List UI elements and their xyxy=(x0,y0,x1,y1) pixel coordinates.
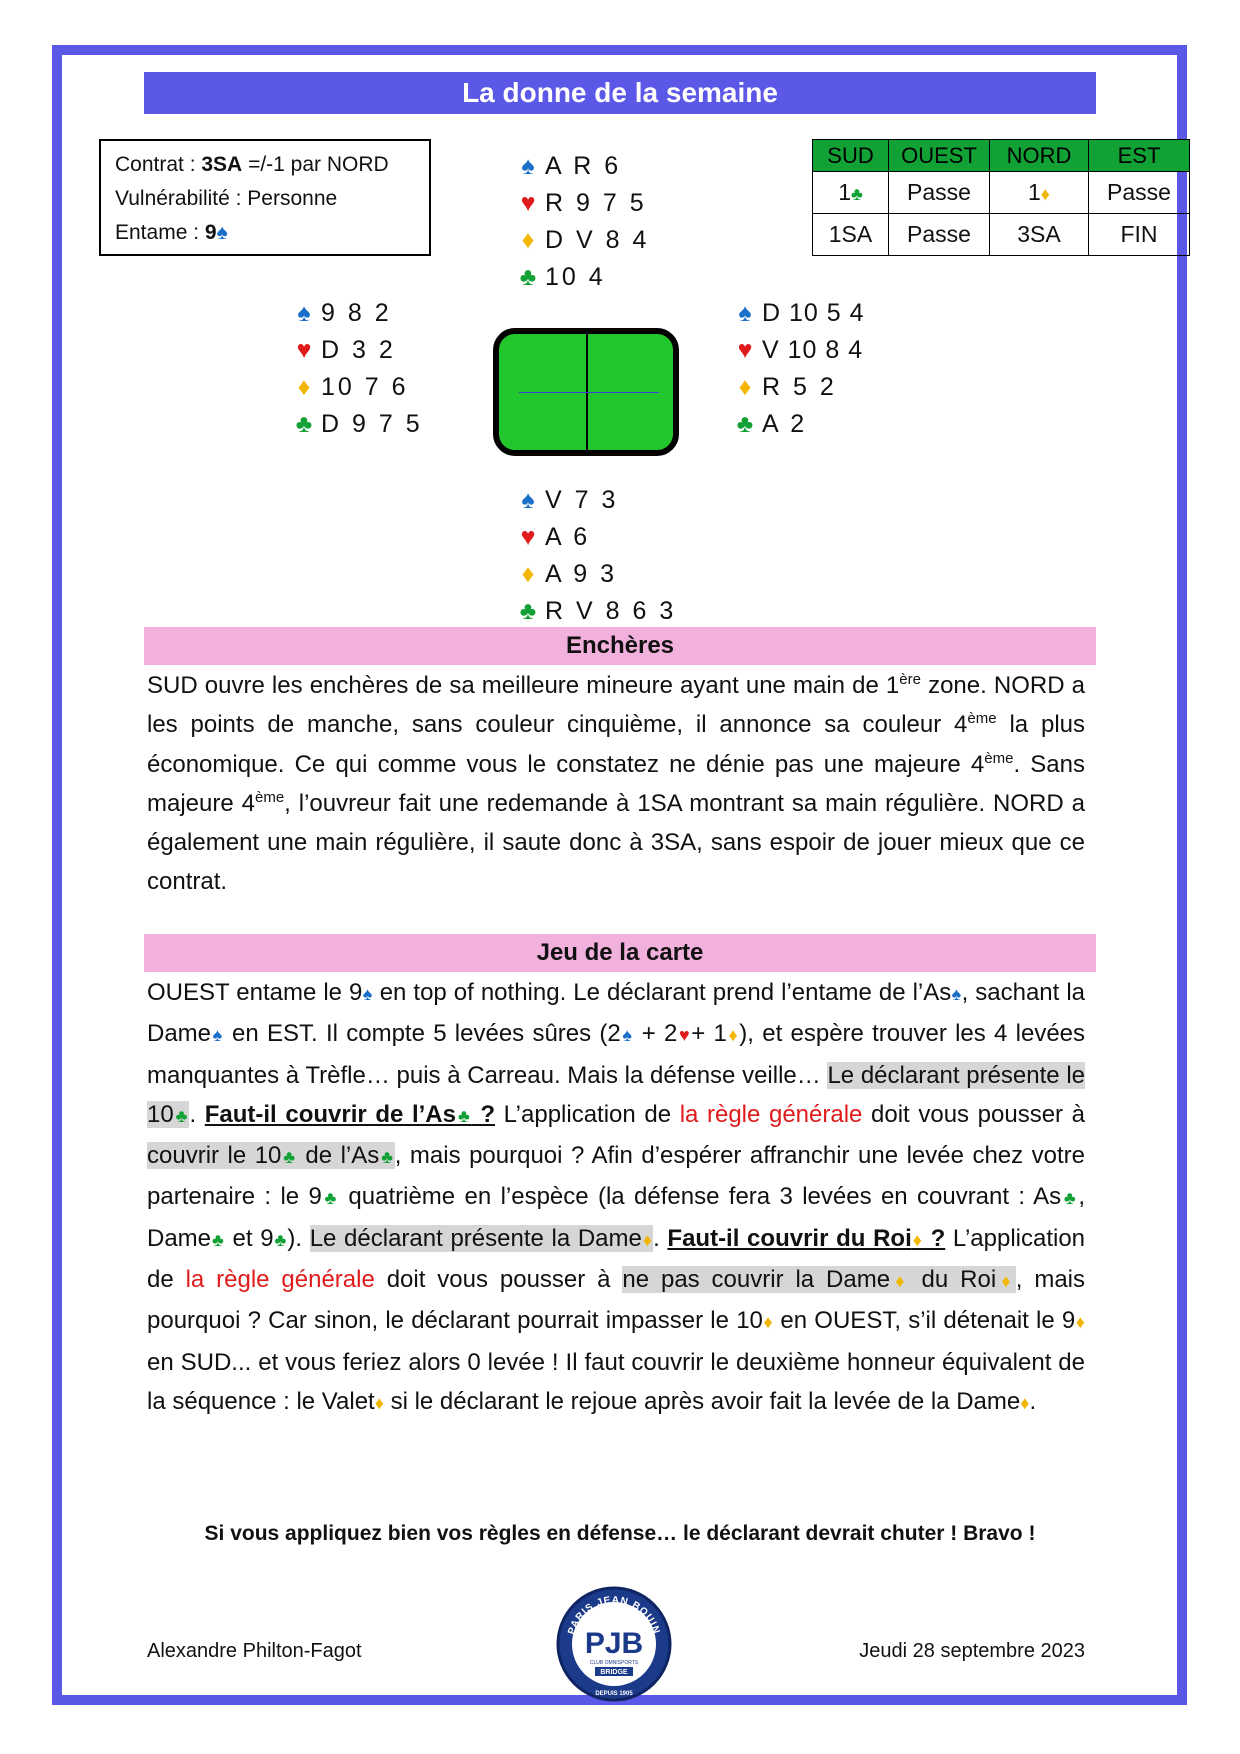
bid-cell: FIN xyxy=(1089,214,1190,256)
bid-cell xyxy=(813,172,889,214)
club-icon: ♣ xyxy=(519,597,537,625)
heart-icon: ♥ xyxy=(520,523,536,551)
superscript: ème xyxy=(254,788,285,806)
lead-label: Entame : xyxy=(115,221,205,244)
diamond-icon: ♦ xyxy=(1020,1392,1030,1413)
cards: D 10 5 4 xyxy=(762,299,865,327)
hand-row xyxy=(732,406,865,443)
bidding-row xyxy=(813,214,1190,256)
cards: A 9 3 xyxy=(545,560,617,588)
encheres-paragraph xyxy=(147,666,1085,902)
superscript: ère xyxy=(899,671,921,688)
text-span: Faut-il couvrir du Roi xyxy=(667,1224,912,1252)
highlight xyxy=(622,1266,1015,1293)
cards: R V 8 6 3 xyxy=(545,597,677,625)
spade-icon: ♠ xyxy=(297,299,311,327)
text-span: Le déclarant présente le 10 xyxy=(147,1061,1085,1128)
text-span: . Sans majeure 4 xyxy=(147,750,1086,817)
text-span: . xyxy=(653,1224,668,1252)
text-span: de l’As xyxy=(296,1142,380,1170)
hand-row xyxy=(515,482,676,519)
diamond-icon: ♦ xyxy=(911,1229,923,1250)
page-title: La donne de la semaine xyxy=(144,72,1096,114)
diamond-icon: ♦ xyxy=(1040,184,1050,204)
jeu-paragraph xyxy=(147,973,1085,1423)
cards: A R 6 xyxy=(545,152,622,180)
text-span: couvrir le 10 xyxy=(147,1142,282,1170)
footer-author: Alexandre Philton-Fagot xyxy=(147,1640,362,1662)
bridge-table-graphic xyxy=(493,328,679,456)
club-icon: ♣ xyxy=(519,263,537,291)
spade-icon: ♠ xyxy=(211,1025,224,1046)
text-span: , mais pourquoi ? Afin d’espérer affranchir une levée chez votre partenaire : le 9 xyxy=(147,1142,1086,1211)
question-heading xyxy=(205,1101,495,1128)
cards: A 6 xyxy=(545,523,591,551)
conclusion-line: Si vous appliquez bien vos règles en défense… le déclarant devrait chuter ! Bravo ! xyxy=(204,1522,1036,1545)
hand-row xyxy=(732,295,865,332)
hand-row xyxy=(291,369,423,406)
bid-cell: 3SA xyxy=(990,214,1089,256)
club-icon: ♣ xyxy=(273,1229,288,1250)
cards: R 9 7 5 xyxy=(545,189,647,217)
section-encheres-title: Enchères xyxy=(144,627,1096,665)
diamond-icon: ♦ xyxy=(521,226,535,254)
club-icon: ♣ xyxy=(173,1105,190,1126)
club-icon: ♣ xyxy=(321,1188,340,1209)
text-span: ne pas couvrir la Dame xyxy=(622,1266,891,1294)
text-span: du Roi xyxy=(909,1266,997,1294)
highlight xyxy=(310,1225,653,1252)
text-span: , Dame xyxy=(147,1183,1085,1252)
logo-since: DEPUIS 1905 xyxy=(595,1691,633,1697)
text-span: si le déclarant le rejoue après avoir fait la levée de la Dame xyxy=(383,1387,1021,1415)
club-icon: ♣ xyxy=(736,410,754,438)
cards: R 5 2 xyxy=(762,373,837,401)
text-span: L’application de xyxy=(495,1100,680,1128)
text-span: ? xyxy=(922,1224,946,1252)
contract-value: 3SA xyxy=(201,153,243,176)
section-jeu-title: Jeu de la carte xyxy=(144,934,1096,972)
contract-label: Contrat : xyxy=(115,153,202,176)
lead-line xyxy=(115,216,415,250)
text-span: + 2 xyxy=(633,1020,678,1048)
text-span: ), et espère trouver les 4 levées manquantes à Trèfle… puis à Carreau. Mais la défense veille… xyxy=(147,1020,1086,1089)
text-span: , l’ouvreur fait une redemande à 1SA montrant sa main régulière. NORD a également une main régulière, il saute donc à 3SA, sans espoir de jouer mieux que ce contrat. xyxy=(147,789,1085,896)
club-icon: ♣ xyxy=(379,1147,395,1168)
superscript: ème xyxy=(984,749,1014,767)
hand-row xyxy=(291,332,423,369)
diamond-icon: ♦ xyxy=(297,373,311,401)
text-span: , mais pourquoi ? Car sinon, le déclarant pourrait impasser le 10 xyxy=(147,1266,1086,1335)
diamond-icon: ♦ xyxy=(762,1312,774,1333)
vulnerability-line: Vulnérabilité : Personne xyxy=(115,187,338,210)
diamond-icon: ♦ xyxy=(738,373,752,401)
bidding-table xyxy=(812,139,1190,256)
spade-icon: ♠ xyxy=(951,984,962,1004)
rule-text: la règle générale xyxy=(185,1266,375,1294)
hand-row xyxy=(515,185,649,222)
bid-cell: Passe xyxy=(1089,172,1190,214)
text-span: . xyxy=(1029,1387,1037,1415)
text-span: doit vous pousser à xyxy=(374,1266,623,1294)
hand-ouest xyxy=(291,295,423,443)
lead-value: 9 xyxy=(204,221,217,244)
col-ouest: OUEST xyxy=(889,140,990,172)
text-span: SUD ouvre les enchères de sa meilleure mineure ayant une main de 1 xyxy=(147,672,900,699)
contract-box xyxy=(99,139,431,256)
diamond-icon: ♦ xyxy=(1075,1312,1085,1333)
hand-row xyxy=(515,556,676,593)
diamond-icon: ♦ xyxy=(374,1392,384,1413)
text-span: quatrième en l’espèce (la défense fera 3 levées en couvrant : As xyxy=(339,1183,1062,1211)
bid-text: 1 xyxy=(1028,179,1041,205)
cards: 10 4 xyxy=(545,263,606,291)
bid-text: 1 xyxy=(838,179,851,205)
heart-icon: ♥ xyxy=(737,336,753,364)
highlight xyxy=(147,1142,395,1169)
spade-icon: ♠ xyxy=(216,221,228,244)
cards: V 7 3 xyxy=(545,486,619,514)
text-span: , sachant la Dame xyxy=(147,979,1086,1048)
question-heading xyxy=(667,1225,945,1252)
spade-icon: ♠ xyxy=(521,152,535,180)
hand-row xyxy=(515,222,649,259)
col-est: EST xyxy=(1089,140,1190,172)
spade-icon: ♠ xyxy=(521,486,535,514)
col-nord: NORD xyxy=(990,140,1089,172)
table-line xyxy=(519,392,659,393)
text-span: la plus économique. Ce qui comme vous le constatez ne dénie pas une majeure 4 xyxy=(147,711,1085,778)
diamond-icon: ♦ xyxy=(890,1271,910,1292)
club-icon: ♣ xyxy=(211,1229,225,1250)
bid-cell: 1SA xyxy=(813,214,889,256)
text-span: en OUEST, s’il détenait le 9 xyxy=(773,1307,1076,1335)
cards: 10 7 6 xyxy=(321,373,409,401)
club-icon: ♣ xyxy=(455,1105,472,1126)
text-span: Faut-il couvrir de l’As xyxy=(204,1100,456,1128)
text-span: ). xyxy=(287,1224,310,1252)
club-logo xyxy=(553,1585,675,1703)
text-span: L’application de xyxy=(147,1224,1086,1294)
heart-icon: ♥ xyxy=(296,336,312,364)
hand-row xyxy=(291,406,423,443)
spade-icon: ♠ xyxy=(362,984,373,1004)
cards: D 9 7 5 xyxy=(321,410,423,438)
footer-date: Jeudi 28 septembre 2023 xyxy=(859,1640,1085,1662)
cards: D 3 2 xyxy=(321,336,396,364)
text-span: en SUD... et vous feriez alors 0 levée ! Il faut couvrir le deuxième honneur équivalent de la séquence : le Valet xyxy=(147,1348,1085,1415)
text-span: en EST. Il compte 5 levées sûres (2 xyxy=(223,1020,621,1048)
logo-sub2: BRIDGE xyxy=(600,1669,628,1676)
club-icon: ♣ xyxy=(1061,1188,1079,1209)
rule-text: la règle générale xyxy=(679,1100,863,1128)
diamond-icon: ♦ xyxy=(996,1271,1016,1292)
text-span: OUEST entame le 9 xyxy=(147,979,363,1006)
cards: D V 8 4 xyxy=(545,226,650,254)
bid-cell: Passe xyxy=(889,172,990,214)
club-icon: ♣ xyxy=(281,1147,297,1168)
text-span: Le déclarant présente la Dame xyxy=(309,1224,642,1252)
hand-row xyxy=(515,148,649,185)
hand-row xyxy=(515,259,649,296)
heart-icon: ♥ xyxy=(520,189,536,217)
text-span: ? xyxy=(471,1100,496,1128)
text-span: . xyxy=(189,1100,205,1128)
cards: 9 8 2 xyxy=(321,299,392,327)
text-span: et 9 xyxy=(224,1224,274,1252)
text-span: doit vous pousser à xyxy=(862,1100,1086,1128)
hand-row xyxy=(732,332,865,369)
logo-mark: PJB xyxy=(584,1627,644,1660)
hand-row xyxy=(732,369,865,406)
club-icon: ♣ xyxy=(850,184,863,204)
cards: A 2 xyxy=(762,410,808,438)
spade-icon: ♠ xyxy=(620,1025,634,1046)
spade-icon: ♠ xyxy=(738,299,752,327)
hand-est xyxy=(732,295,865,443)
logo-top-text: PARIS JEAN BOUIN xyxy=(566,1594,662,1636)
diamond-icon: ♦ xyxy=(521,560,535,588)
bidding-row xyxy=(813,172,1190,214)
diamond-icon: ♦ xyxy=(726,1025,740,1046)
hand-row xyxy=(515,593,676,630)
club-icon: ♣ xyxy=(295,410,313,438)
bidding-header-row xyxy=(813,140,1190,172)
heart-icon: ♥ xyxy=(677,1025,692,1046)
col-sud: SUD xyxy=(813,140,889,172)
logo-sub1: CLUB OMNISPORTS xyxy=(589,1660,639,1666)
contract-line xyxy=(115,148,415,182)
superscript: ème xyxy=(967,710,997,728)
cards: V 10 8 4 xyxy=(762,336,864,364)
text-span: + 1 xyxy=(691,1020,727,1048)
hand-nord xyxy=(515,148,649,296)
hand-row xyxy=(291,295,423,332)
bid-cell xyxy=(990,172,1089,214)
diamond-icon: ♦ xyxy=(641,1229,654,1250)
text-span: en top of nothing. Le déclarant prend l’entame de l’As xyxy=(372,979,952,1006)
bid-cell: Passe xyxy=(889,214,990,256)
text-span: zone. NORD a les points de manche, sans couleur cinquième, il annonce sa couleur 4 xyxy=(147,672,1085,739)
hand-row xyxy=(515,519,676,556)
contract-rest: =/-1 par NORD xyxy=(242,153,389,176)
hand-sud xyxy=(515,482,676,630)
